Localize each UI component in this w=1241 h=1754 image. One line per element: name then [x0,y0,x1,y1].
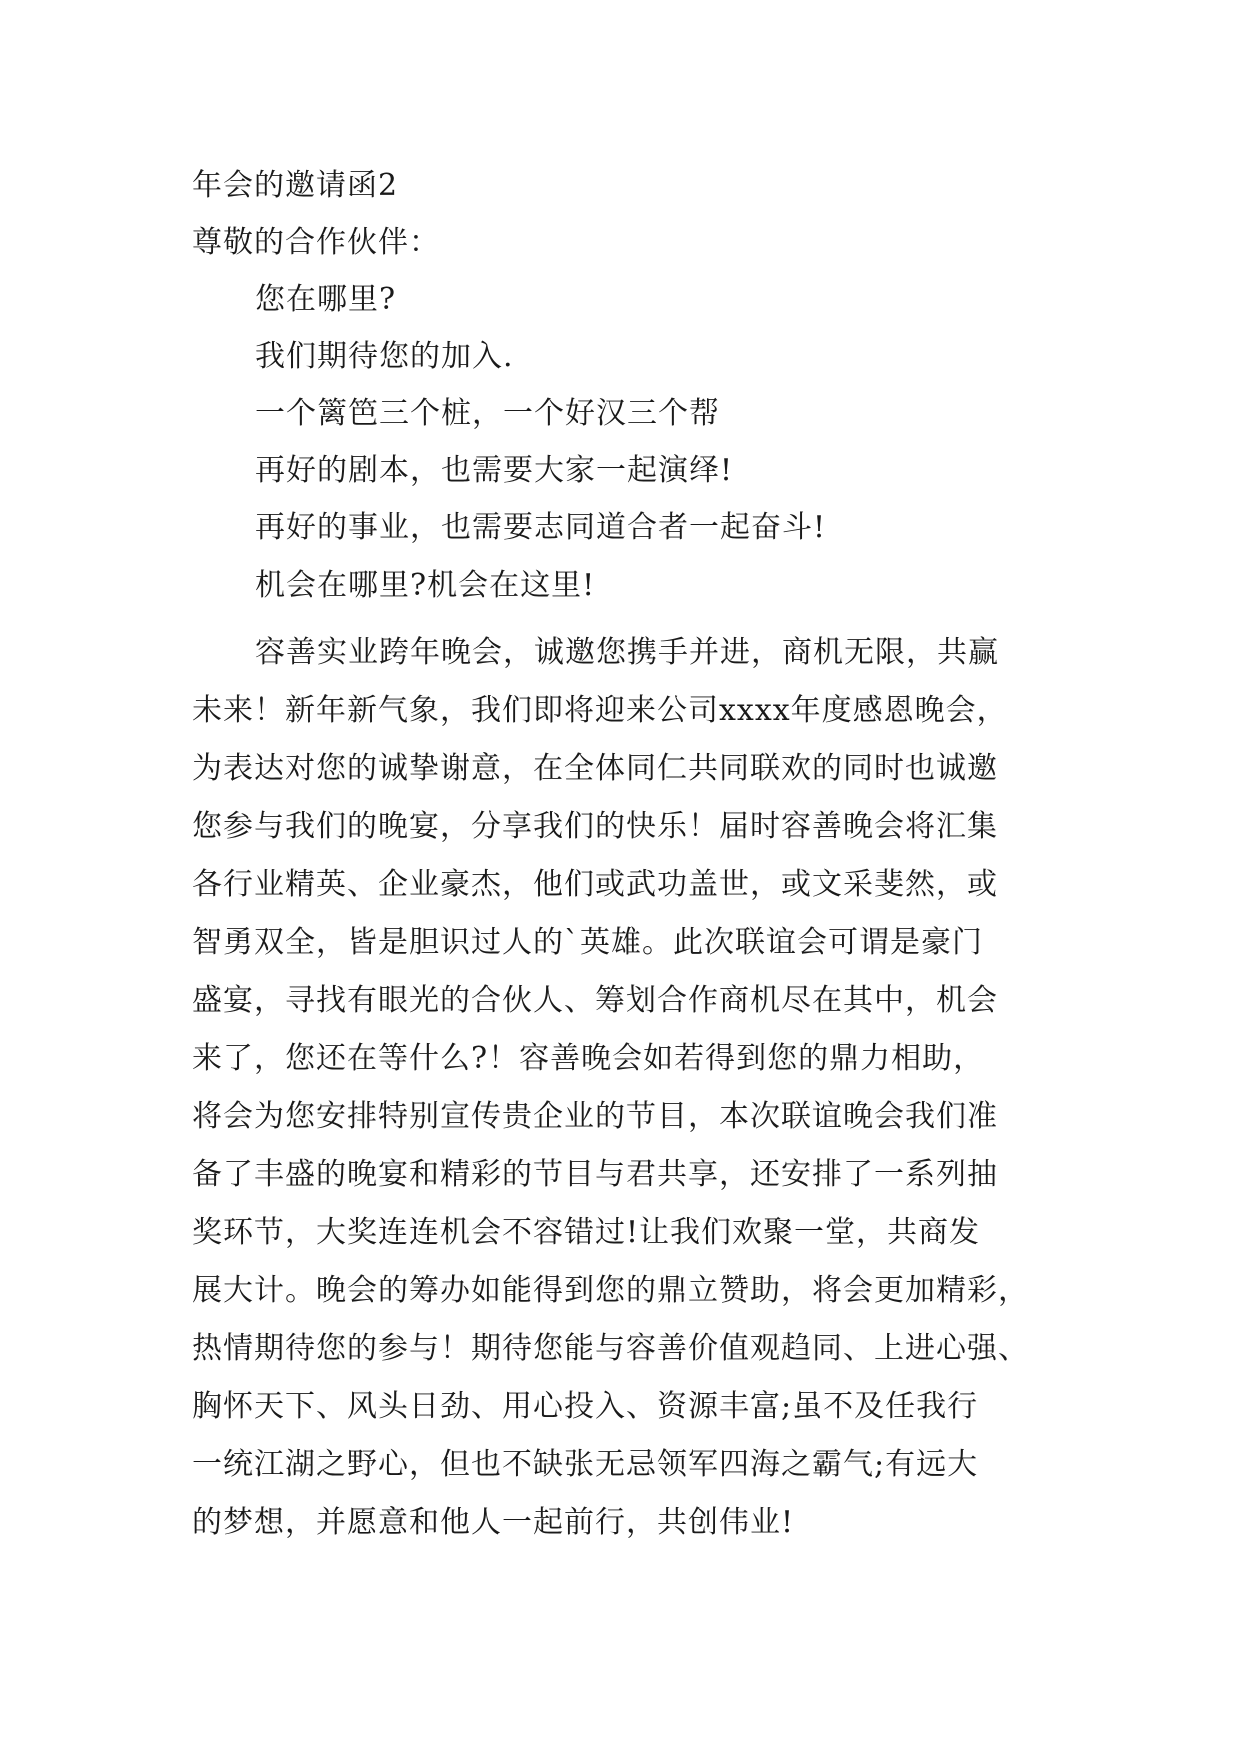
paragraph-line: 展大计。晚会的筹办如能得到您的鼎立赞助，将会更加精彩， [192,1273,1029,1308]
short-line: 一个篱笆三个桩，一个好汉三个帮 [255,396,720,431]
short-line: 机会在哪里?机会在这里! [255,568,596,603]
paragraph-line: 奖环节，大奖连连机会不容错过!让我们欢聚一堂，共商发 [192,1215,981,1250]
paragraph-line: 胸怀天下、风头日劲、用心投入、资源丰富;虽不及任我行 [192,1389,979,1424]
paragraph-line: 将会为您安排特别宣传贵企业的节目，本次联谊晚会我们准 [192,1099,998,1134]
paragraph-line: 容善实业跨年晚会，诚邀您携手并进，商机无限，共赢 [255,635,999,670]
paragraph-line: 为表达对您的诚挚谢意，在全体同仁共同联欢的同时也诚邀 [192,751,998,786]
salutation: 尊敬的合作伙伴： [192,225,440,260]
body-paragraph [192,624,1062,1552]
paragraph-line: 各行业精英、企业豪杰，他们或武功盖世，或文采斐然，或 [192,867,998,902]
short-line: 您在哪里? [255,282,397,317]
short-line: 再好的剧本，也需要大家一起演绎! [255,453,734,488]
paragraph-line: 热情期待您的参与！期待您能与容善价值观趋同、上进心强、 [192,1331,1029,1366]
paragraph-line: 盛宴，寻找有眼光的合伙人、筹划合作商机尽在其中，机会 [192,983,998,1018]
paragraph-line: 来了，您还在等什么?！容善晚会如若得到您的鼎力相助， [192,1041,985,1076]
paragraph-line: 一统江湖之野心，但也不缺张无忌领军四海之霸气;有远大 [192,1447,979,1482]
paragraph-line: 您参与我们的晚宴，分享我们的快乐！届时容善晚会将汇集 [192,809,998,844]
paragraph-line: 的梦想，并愿意和他人一起前行，共创伟业! [192,1505,795,1540]
short-line: 我们期待您的加入. [255,339,514,374]
document-title: 年会的邀请函2 [192,168,399,203]
paragraph-line: 备了丰盛的晚宴和精彩的节目与君共享，还安排了一系列抽 [192,1157,998,1192]
paragraph-line: 未来！新年新气象，我们即将迎来公司xxxx年度感恩晚会， [192,693,1008,728]
short-line: 再好的事业，也需要志同道合者一起奋斗! [255,510,827,545]
paragraph-line: 智勇双全，皆是胆识过人的`英雄。此次联谊会可谓是豪门 [192,925,983,960]
